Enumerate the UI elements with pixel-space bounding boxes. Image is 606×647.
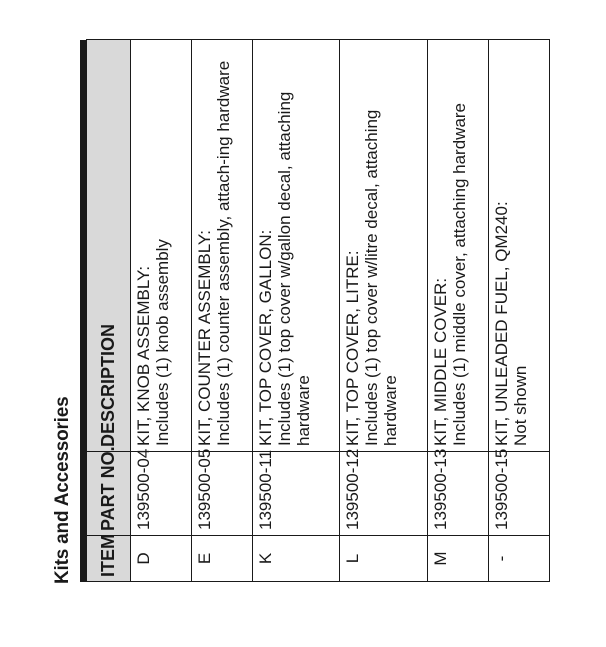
description-body: Includes (1) top cover w/gallon decal, attaching hardware [275,91,314,446]
description-title: KIT, UNLEADED FUEL, QM240: [491,201,511,446]
part-no-cell: 139500-13 [427,452,488,536]
item-cell: K [253,536,340,582]
description-cell [427,40,488,452]
description-cell [131,40,192,452]
table-row [488,40,549,582]
table-row [340,40,427,582]
part-no-cell: 139500-15 [488,452,549,536]
description-body: Includes (1) knob assembly [153,239,172,446]
description-body: Includes (1) middle cover, attaching hardware [449,102,469,446]
part-no-cell: 139500-05 [192,452,253,536]
description-title: KIT, TOP COVER, GALLON: [256,229,276,446]
description-title: KIT, TOP COVER, LITRE: [343,250,363,446]
description-title: KIT, KNOB ASSEMBLY: [134,265,153,446]
table-row [253,40,340,582]
table-row [427,40,488,582]
description-cell [340,40,427,452]
header-description: DESCRIPTION [87,40,131,452]
description-title: KIT, COUNTER ASSEMBLY: [195,229,215,446]
item-cell: D [131,536,192,582]
header-part-no: PART NO. [87,452,131,536]
part-no-cell: 139500-11 [253,452,340,536]
section-title: Kits and Accessories [52,396,73,584]
table-header-row [87,40,131,582]
table-row [192,40,253,582]
part-no-cell: 139500-12 [340,452,427,536]
description-title: KIT, MIDDLE COVER: [430,277,450,446]
item-cell: - [488,536,549,582]
item-cell: E [192,536,253,582]
part-no-cell: 139500-04 [131,452,192,536]
description-body: Includes (1) counter assembly, attach-ing hardware [214,60,234,446]
description-cell [253,40,340,452]
item-cell: L [340,536,427,582]
description-body: Not shown [510,365,530,446]
description-body: Includes (1) top cover w/litre decal, attaching hardware [362,109,401,446]
item-cell: M [427,536,488,582]
table-row [131,40,192,582]
kits-table [86,39,550,582]
description-cell [488,40,549,452]
header-item: ITEM [87,536,131,582]
description-cell [192,40,253,452]
